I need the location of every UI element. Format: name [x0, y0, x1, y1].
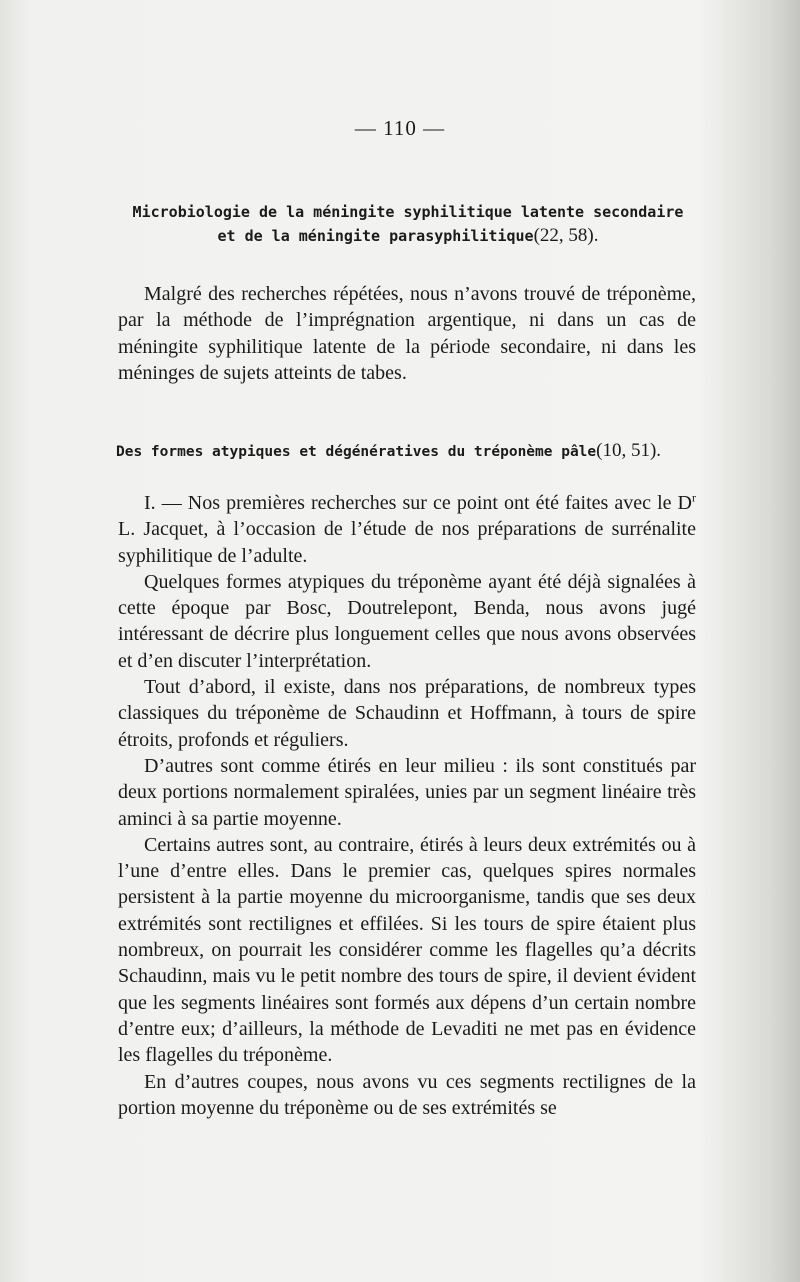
paragraph-1-end: L. Jacquet, à l’occasion de l’étude de nos préparations de surrénalite syphilitique de l’adulte.	[118, 518, 696, 567]
heading-refs: (10, 51).	[596, 440, 662, 461]
paragraph-4: D’autres sont comme étirés en leur milieu : ils sont constitués par deux portions normalement spiralées, unies par un segment linéaire très aminci à sa partie moyenne.	[118, 754, 696, 830]
heading-text: Des formes atypiques et dégénératives du tréponème pâle	[116, 444, 597, 460]
paragraph-1-start: I. — Nos premières recherches sur ce point ont été faites avec le D	[144, 492, 692, 514]
doctor-superscript: r	[692, 490, 696, 505]
paragraph-3: Tout d’abord, il existe, dans nos préparations, de nombreux types classiques du tréponème de Schaudinn et Hoffmann, à tours de spire étroits, profonds et réguliers.	[118, 676, 696, 751]
section2-body	[118, 490, 696, 1121]
section1-body	[118, 281, 696, 386]
paragraph-5: Certains autres sont, au contraire, étirés à leurs deux extrémités ou à l’une d’entre elles. Dans le premier cas, quelques spires normales persistent à la partie moyenne du microorganisme, tandis que ses deux extrémités sont rectilignes et effilées. Si les tours de spire étaient plus nombreux, on pourrait les considérer comme les flagelles qu’a décrits Schaudinn, mais vu le petit nombre des tours de spire, il devient évident que les segments linéaires sont formés aux dépens d’un certain nombre d’entre eux; d’ailleurs, la méthode de Levaditi ne met pas en évidence les flagelles du tréponème.	[118, 833, 696, 1067]
paragraph-6: En d’autres coupes, nous avons vu ces segments rectilignes de la portion moyenne du tréponème ou de ses extrémités se	[118, 1070, 696, 1119]
paragraph: Malgré des recherches répétées, nous n’avons trouvé de tréponème, par la méthode de l’imprégnation argentique, ni dans un cas de méningite syphilitique latente de la période secondaire, ni dans les méninges de sujets atteints de tabes.	[118, 283, 696, 384]
heading-line-1: Microbiologie de la méningite syphilitique latente secondaire	[132, 203, 684, 221]
paragraph-1	[118, 490, 696, 569]
section-heading-microbiologie	[112, 200, 704, 248]
heading-line-2	[112, 224, 704, 248]
paragraph-2: Quelques formes atypiques du tréponème ayant été déjà signalées à cette époque par Bosc, Doutrelepont, Benda, nous avons jugé intéressant de décrire plus longuement celles que nous avons observées et d’en discuter l’interprétation.	[118, 570, 696, 672]
page-number: — 110 —	[354, 116, 446, 140]
section-heading-formes-atypiques	[116, 439, 696, 464]
heading-refs: (22, 58).	[533, 225, 599, 246]
heading-line-2-text: et de la méningite parasyphilitique	[217, 227, 534, 245]
